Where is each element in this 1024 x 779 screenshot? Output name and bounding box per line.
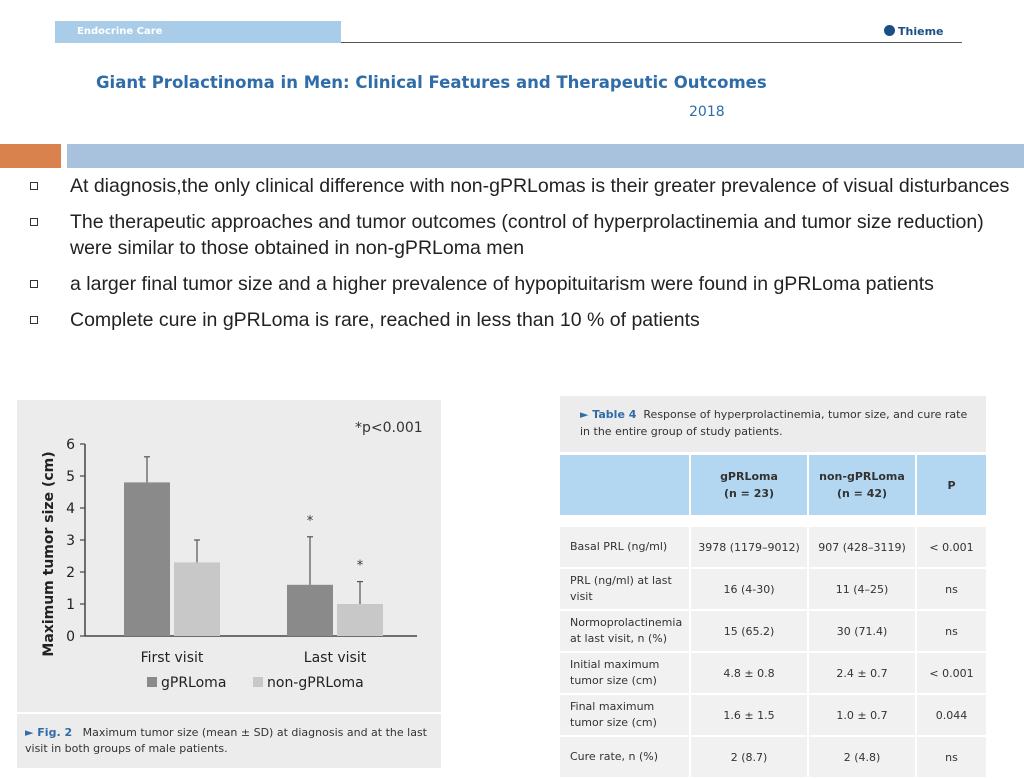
journal-section-tab: Endocrine Care: [55, 21, 341, 43]
bar-gprloma-first-visit: [124, 482, 170, 636]
bullet-text: The therapeutic approaches and tumor outcomes (control of hyperprolactinemia and tumor size reduction) were similar to those obtained in non-gPRLoma men: [70, 211, 984, 259]
table-caption: [580, 406, 980, 440]
bullet-square-icon: [30, 182, 38, 190]
publisher-logo: [884, 25, 944, 38]
legend-label: gPRLoma: [161, 675, 227, 691]
divider-bar: [67, 144, 1024, 168]
table-row: Basal PRL (ng/ml) 3978 (1179–9012) 907 (428–3119) < 0.001: [560, 526, 986, 568]
y-axis-label: Maximum tumor size (cm): [41, 451, 57, 657]
results-table: [560, 455, 986, 779]
y-tick-label: 0: [66, 629, 75, 645]
findings-list: [30, 173, 1020, 343]
table-label: ► Table 4: [580, 408, 637, 421]
x-tick-label: Last visit: [303, 650, 367, 666]
figure-caption: [25, 725, 435, 757]
publisher-name: Thieme: [898, 25, 944, 38]
table-header-non-gprloma: non-gPRLoma (n = 42): [808, 455, 916, 516]
accent-bar: [0, 144, 61, 168]
y-tick-label: 2: [66, 565, 75, 581]
significance-star: *: [306, 513, 314, 529]
header-rule: [341, 42, 962, 43]
significance-star: *: [356, 558, 364, 574]
table-caption-text: Response of hyperprolactinemia, tumor size, and cure rate in the entire group of study patients.: [580, 408, 968, 438]
bar-gprloma-last-visit: [287, 585, 333, 636]
legend-label: non-gPRLoma: [267, 675, 364, 691]
bullet-square-icon: [30, 218, 38, 226]
bar-non-gprloma-first-visit: [174, 562, 220, 636]
table-header-gprloma: gPRLoma (n = 23): [690, 455, 808, 516]
bullet-square-icon: [30, 316, 38, 324]
x-tick-label: First visit: [140, 650, 204, 666]
table-row: Final maximum tumor size (cm) 1.6 ± 1.5 1.0 ± 0.7 0.044: [560, 694, 986, 736]
y-tick-label: 4: [66, 501, 75, 517]
figure-caption-text: Maximum tumor size (mean ± SD) at diagnosis and at the last visit in both groups of male patients.: [25, 726, 427, 755]
legend-swatch: [147, 677, 157, 687]
tumor-size-chart: [17, 400, 441, 712]
legend-swatch: [253, 677, 263, 687]
bullet-square-icon: [30, 280, 38, 288]
table-row: Normoprolactinemia at last visit, n (%) 15 (65.2) 30 (71.4) ns: [560, 610, 986, 652]
y-tick-label: 5: [66, 469, 75, 485]
figure-label: ► Fig. 2: [25, 726, 73, 739]
bullet-text: a larger final tumor size and a higher prevalence of hypopituitarism were found in gPRLoma patients: [70, 273, 934, 295]
list-item: [30, 307, 1020, 333]
figure-panel: [17, 400, 441, 712]
list-item: [30, 271, 1020, 297]
table-header-p: P: [916, 455, 986, 516]
y-tick-label: 6: [66, 437, 75, 453]
publisher-emblem-icon: [884, 25, 895, 36]
bar-non-gprloma-last-visit: [337, 604, 383, 636]
paper-title: Giant Prolactinoma in Men: Clinical Features and Therapeutic Outcomes: [96, 73, 767, 92]
list-item: [30, 173, 1020, 199]
significance-note: *p<0.001: [355, 420, 423, 436]
list-item: [30, 209, 1020, 261]
bullet-text: At diagnosis,the only clinical difference with non-gPRLomas is their greater prevalence of visual disturbances: [70, 175, 1010, 197]
table-row: Initial maximum tumor size (cm) 4.8 ± 0.8 2.4 ± 0.7 < 0.001: [560, 652, 986, 694]
table-row: PRL (ng/ml) at last visit 16 (4-30) 11 (4–25) ns: [560, 568, 986, 610]
y-tick-label: 1: [66, 597, 75, 613]
bullet-text: Complete cure in gPRLoma is rare, reached in less than 10 % of patients: [70, 309, 700, 331]
table-row: Cure rate, n (%) 2 (8.7) 2 (4.8) ns: [560, 736, 986, 778]
paper-year: 2018: [689, 104, 725, 120]
y-tick-label: 3: [66, 533, 75, 549]
table-header-blank: [560, 455, 690, 516]
